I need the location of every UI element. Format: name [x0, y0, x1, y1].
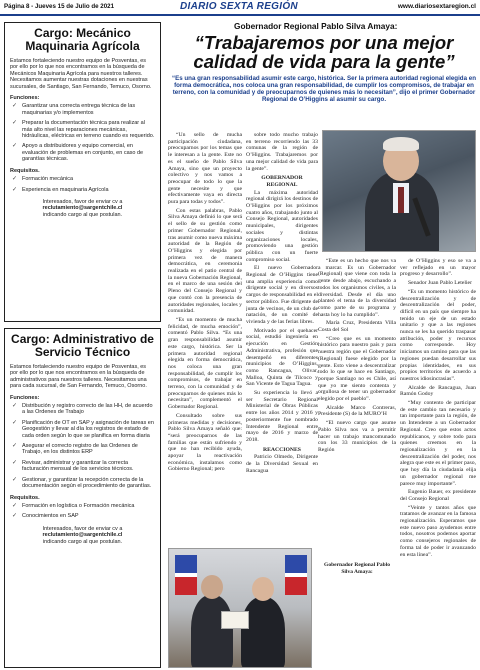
list-item: ✓ Asegurar el correcto registro de las Ordenes de Trabajo, en los distintos ERP: [12, 443, 138, 456]
list-item: ✓ Planificación de OT en SAP y asignación de tareas en Geogestión y llevar al día los registros de estado de cada orden según lo que se planifica en forma diaria: [12, 419, 154, 439]
check-icon: ✓: [12, 120, 18, 127]
check-icon: ✓: [12, 419, 18, 426]
subheading: GOBERNADOR REGIONAL: [261, 175, 303, 188]
requirements-list: [10, 176, 155, 193]
article-column-3: [318, 258, 396, 560]
governor-photo: [322, 130, 476, 252]
tie: [398, 187, 404, 213]
subheading: REACCIONES: [263, 446, 301, 453]
article-column-4: [400, 258, 476, 666]
paragraph: “Un sello de mucha participación ciudadana, preocuparnos por los temas que le interesan a la gente. Este no es el sueño de Pablo Silva Amaya, sino que un proyecto colectivo y nos vamos a preocupar de todo lo que la gente necesite y que efectivamente vaya en directa pura para todas y todos”.: [168, 132, 242, 206]
paragraph: Motivado por el quehacer social, estudió ingeniería en ejecución en Gestión Administrativa, profesión que desempeñó en diferentes municipios de O’Higgins, como Rancagua, Olivar, Malloa, Quinta de Tilcoco y San Vicente de Tagua Tagua.: [246, 327, 318, 388]
paragraph: “Veinte y tantos años que tratamos de avanzar en la famosa regionalización. Esperamos que este nuevo paso ayudemos entre todos, nosotros podemos aportar como consejeros regionales de forma tal de poder ir avanzando en esta línea”.: [400, 504, 476, 558]
paragraph: “Es un momento histórico de descentralización y de descentralización del poder, difícil en un país que siempre ha tenido un eje de un estado unitario y que a las regiones nunca se les ha querido traspasar atribución, poder y recursos como corresponde. Hoy iniciamos un camino para que las regiones puedan desarrollar sus propias identidades, en sus propios territorios de acuerdo a nuestros idiosincrasias”.: [400, 288, 476, 382]
ad-intro: Estamos fortaleciendo nuestro equipo de Posventas, es por ello por lo que nos encontramos en la búsqueda de Mecánicos Maquinaria Agrícola para nuestros talleres. Necesitamos aumentar nuestras dotaciones en nuestras sucursales, de Santiago, San Fernando, Temuco, Osorno.: [10, 58, 152, 90]
contact-email[interactable]: reclutamiento@sargentchile.cl: [42, 205, 123, 212]
article-deck: “Es una gran responsabilidad asumir este cargo, histórica. Ser la primera autoridad regional elegida en forma democrática, nos coloca una gran responsabilidad, de cumplir los compromisos, de trabajar en terreno, con la comunidad y de preocuparnos de quienes más lo necesitan”, dijo el primer Gobernador Regional de O’Higgins al asumir su cargo.: [172, 75, 476, 103]
article-kicker: Gobernador Regional Pablo Silva Amaya:: [234, 21, 398, 31]
flag: [175, 555, 197, 595]
check-icon: ✓: [12, 513, 18, 520]
requirements-label: Requisitos.: [10, 167, 40, 174]
paragraph: Patricio Olmedo, Dirigente de la Diversidad Sexual en Rancagua: [246, 454, 318, 474]
paper-name: DIARIO SEXTA REGIÓN: [180, 1, 298, 12]
website-link[interactable]: www.diariosextaregion.cl: [397, 3, 476, 10]
paragraph: Alcalde Marco Contreras, Presidente (S) de la MURO’H: [318, 404, 396, 418]
hair: [383, 137, 419, 151]
list-item: ✓ Distribución y registro correcto de las HH, de acuerdo a las Ordenes de Trabajo: [12, 403, 153, 416]
list-item: ✓ Formación mecánica: [12, 176, 74, 183]
page-header: [0, 0, 480, 16]
paragraph: “Este es un hecho que nos va a marcar. Es un Gobernador (Regional) que viene con toda la gente desde abajo, escuchando a todos los organismos civiles, a la diversidad. Desde el día uno planteó el tema de la diversidad como parte de su programa y hasta hoy lo ha cumplido”.: [318, 258, 396, 318]
paragraph: “Es un momento de mucha felicidad, de mucha emoción”, comentó Pablo Silva. “Es una gran responsabilidad asumir este cargo, histórica. Ser la primera autoridad regional elegida en forma democrática, nos coloca una gran responsabilidad, de cumplir los compromisos, de trabajar en terreno, con la comunidad y de preocuparnos de quienes más lo necesitan”, complementó el Gobernador Regional.: [168, 316, 242, 411]
functions-label: Funciones:: [10, 394, 40, 401]
page-info: Página 8 - Jueves 15 de Julio de 2021: [4, 3, 115, 10]
paragraph: “Muy contento de participar de este cambio tan necesario y tan importante para la región, de un Intendente a un Gobernador Regional. Creo que estos actos republicanos, y sobre todo para quienes creemos en la regionalización y en la descentralización del poder, nos alegra que este es el primer paso, que hoy día la ciudadanía elija un gobernador regional me parece muy importante”.: [400, 400, 476, 487]
paragraph: Con estas palabras, Pablo Silva Amaya definió lo que será el sello de su gestión como primer Gobernador Regional, tras asumir como nueva máxima autoridad de la Región de O’Higgins y elegida por primera vez de manera democrática, en ceremonia realizada en el patio central de la nueva Gobernación Regional, en el marco de una sesión del Pleno del Consejo Regional y que contó con la presencia de autoridades regionales, locales y comunidad.: [168, 207, 242, 315]
functions-list: [10, 103, 155, 162]
paragraph: Alcalde de Rancagua, Juan Ramón Godoy: [400, 384, 476, 398]
paragraph: Senador Juan Pablo Letelier: [408, 280, 472, 287]
list-item: ✓ Preparar la documentación técnica para realizar al más alto nivel las reparaciones mecánicas, hidráulicas, eléctricas en terreno cuando es requerido.: [12, 120, 155, 140]
check-icon: ✓: [12, 403, 18, 410]
document: [221, 611, 249, 629]
functions-list: [10, 403, 155, 489]
article-column-2: [246, 132, 318, 550]
article-headline: “Trabajaremos por una mejor calidad de vida para la gente”: [193, 32, 455, 72]
check-icon: ✓: [12, 476, 18, 483]
ad-title: Cargo: Mecánico Maquinaria Agrícola: [25, 26, 140, 53]
paragraph: María Cruz, Presidenta Villa Costa del Sol: [318, 320, 396, 334]
job-ad-admin: [4, 328, 161, 668]
ceremony-photo: [168, 548, 312, 668]
check-icon: ✓: [12, 176, 18, 183]
paragraph: Consultado sobre sus primeras medidas y decisiones, Pablo Silva Amaya señaló que: “será preocuparnos de las familias que están sufriendo y que no han recibido ayuda, apoyar la reactivación económica, instalamos como Gobierno Regional; pero: [168, 412, 242, 473]
list-item: ✓ Gestionar, y garantizar la recepción correcta de la documentación según el procedimiento de garantías.: [12, 476, 152, 490]
paragraph: “Creo que es un momento histórico para nuestro país y para nuestra región que el Gobernador (Regional) fuese elegido por la gente. Esto viene a descentralizar todo lo que se hace en Santiago, porque Santiago no es Chile, así que yo me siento contenta y orgullosa de tener un gobernador elegido por el pueblo”.: [318, 335, 396, 403]
requirements-label: Requisitos.: [10, 494, 40, 501]
check-icon: ✓: [12, 186, 18, 193]
photo-caption: Gobernador Regional Pablo Silva Amaya:: [324, 562, 390, 575]
requirements-list: [10, 503, 155, 520]
job-ads-column: [4, 22, 161, 666]
check-icon: ✓: [12, 443, 18, 450]
check-icon: ✓: [12, 502, 18, 509]
paragraph: La máxima autoridad regional dirigirá los destinos de O’Higgins por los próximos cuatro años, trabajando junto al Consejo Regional, autoridades municipales, dirigentes sociales y distintas organizaciones locales, promoviendo una gestión pública con un fuerte compromiso social.: [246, 189, 318, 263]
ad-contact: Interesados, favor de enviar cv a reclutamiento@sargentchile.cl indicando cargo al que postulan.: [10, 199, 155, 218]
check-icon: ✓: [12, 143, 18, 150]
check-icon: ✓: [12, 103, 18, 110]
ad-contact: Interesados, favor de enviar cv a reclutamiento@sargentchile.cl indicando cargo al que postulan.: [10, 526, 155, 545]
person-head: [252, 577, 274, 601]
job-ad-mechanic: [4, 22, 161, 322]
article-column-1: [168, 132, 242, 542]
contact-email[interactable]: reclutamiento@sargentchile.cl: [42, 532, 123, 539]
flag: [285, 555, 307, 595]
paragraph: Su experiencia lo llevó a ser Secretario Regional Ministerial de Obras Públicas entre los años 2014 y 2016 y posteriormente fue nombrado Intendente Regional entre mayo de 2016 y marzo de 2018.: [246, 390, 318, 443]
list-item: ✓ Apoyo a distribuidores y equipo comercial, en evaluación de problemas en conjunto, en caso de garantías técnicas.: [12, 143, 144, 163]
person-figure: [191, 595, 233, 668]
list-item: ✓ Conocimientos en SAP: [12, 513, 79, 520]
paragraph: de O’Higgins y eso se va a ver reflejado en un mayor progreso y desarrollo”.: [400, 258, 476, 278]
list-item: ✓ Garantizar una correcta entrega técnica de las maquinarias y/o implementos: [12, 103, 136, 116]
list-item: ✓ Revisar, administrar y garantizar la correcta facturación mensual de los servicios técnicos.: [12, 459, 134, 473]
paragraph: El nuevo Gobernador Regional de O’Higgins tiene una amplia experiencia como dirigente social y en diversos cargos de responsabilidad en el sector público. Fue dirigente de junta de vecinos, de un club de natación, de un comité de vivienda y de las ferias libres.: [246, 265, 318, 325]
paragraph: sobre todo mucho trabajo en terreno recorriendo las 33 comunas de la región de O’Higgins. Trabajaremos por una mejor calidad de vida para la gente”.: [246, 132, 318, 172]
paragraph: “El nuevo cargo que asume Pablo Silva nos va a permitir hacer un trabajo mancomunado con los 33 municipios de la Región: [318, 420, 396, 453]
check-icon: ✓: [12, 459, 18, 466]
person-head: [201, 575, 223, 599]
list-item: ✓ Experiencia en maquinaria Agrícola: [12, 186, 109, 193]
list-item: ✓ Formación en logística o Formación mecánica: [12, 502, 135, 509]
paragraph: Eugenio Bauer, ex presidente del Consejo Regional: [400, 489, 476, 502]
person-figure: [241, 597, 285, 668]
ad-title: Cargo: Administrativo de Servicio Técnico: [11, 332, 154, 359]
ad-intro: Estamos fortaleciendo nuestro equipo de Posventas, es por ello por lo que nos encontramos en la búsqueda de administrativos para nuestros talleres. Necesitamos una para cada sucursal, de San Fernando, Temuco, Osorno.: [10, 364, 147, 390]
functions-label: Funciones:: [10, 95, 40, 102]
